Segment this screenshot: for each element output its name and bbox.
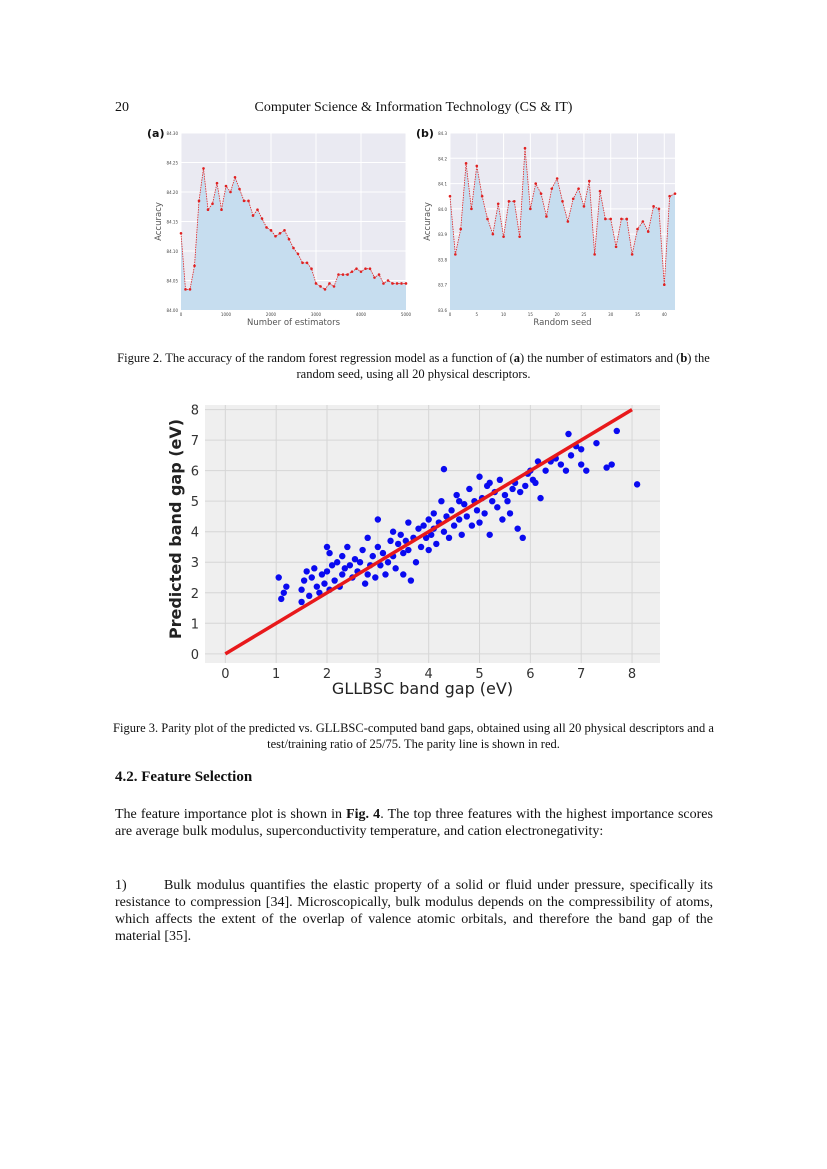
y-tick-label: 5 [190, 495, 199, 511]
data-point [283, 229, 286, 232]
y-tick-label: 8 [190, 403, 199, 419]
data-point [360, 270, 363, 273]
data-point [405, 282, 408, 285]
data-point [599, 190, 602, 193]
running-title: Computer Science & Information Technology (CS & IT) [254, 100, 573, 115]
scatter-point [413, 559, 419, 565]
y-tick-label: 84.0 [438, 206, 447, 212]
scatter-point [486, 532, 492, 538]
caption-text: Figure 2. The accuracy of the random forest regression model as a function of ( [117, 351, 514, 365]
data-point [225, 185, 228, 188]
x-tick-label: 0 [448, 312, 452, 317]
y-tick-label: 84.15 [166, 219, 178, 225]
panel-label: (b) [416, 128, 434, 140]
data-point [534, 182, 537, 185]
data-point [261, 217, 264, 220]
figure3 [163, 397, 666, 703]
data-point [252, 214, 255, 217]
y-tick-label: 84.20 [166, 190, 178, 195]
scatter-point [324, 568, 330, 574]
scatter-point [283, 583, 289, 589]
data-point [486, 218, 489, 221]
y-axis-label: Predicted band gap (eV) [166, 418, 185, 640]
x-tick-label: 3000 [310, 312, 322, 317]
data-point [333, 285, 336, 288]
scatter-point [405, 547, 411, 553]
data-point [337, 273, 340, 276]
panel-label: (a) [147, 128, 165, 140]
scatter-point [456, 516, 462, 522]
data-point [652, 205, 655, 208]
data-point [668, 195, 671, 198]
x-tick-label: 0 [179, 312, 183, 317]
data-point [647, 230, 650, 233]
y-tick-label: 83.7 [438, 282, 447, 288]
scatter-point [359, 547, 365, 553]
scatter-point [502, 492, 508, 498]
scatter-point [370, 553, 376, 559]
figure3-caption: Figure 3. Parity plot of the predicted vs. GLLBSC-computed band gaps, obtained using all 20 physical descriptors and a test/training ratio of 25/75. The parity line is shown in red. [113, 721, 714, 751]
data-point [180, 232, 183, 235]
scatter-point [520, 535, 526, 541]
y-tick-label: 7 [190, 434, 199, 450]
data-point [529, 208, 532, 211]
data-point [583, 205, 586, 208]
section-heading: 4.2. Feature Selection [115, 769, 253, 785]
scatter-point [303, 568, 309, 574]
data-point [636, 228, 639, 231]
scatter-point [494, 504, 500, 510]
data-point [550, 187, 553, 190]
data-point [454, 253, 457, 256]
y-axis-label: Accuracy [154, 202, 164, 241]
scatter-point [469, 522, 475, 528]
scatter-point [347, 562, 353, 568]
list-number: 1) [115, 878, 127, 893]
scatter-point [441, 529, 447, 535]
data-point [470, 208, 473, 211]
scatter-point [499, 516, 505, 522]
data-point [481, 195, 484, 198]
scatter-point [298, 587, 304, 593]
x-tick-label: 2 [322, 667, 332, 682]
scatter-point [281, 590, 287, 596]
x-tick-label: 25 [581, 312, 587, 317]
data-point [508, 200, 511, 203]
data-point [545, 215, 548, 218]
data-point [631, 253, 634, 256]
figure-reference: Fig. 4 [346, 807, 381, 822]
data-point [189, 288, 192, 291]
data-point [297, 253, 300, 256]
data-point [351, 270, 354, 273]
y-tick-label: 83.8 [438, 257, 447, 263]
data-point [391, 282, 394, 285]
data-point [229, 191, 232, 194]
data-point [663, 283, 666, 286]
caption-bold-b: b [680, 351, 688, 365]
scatter-point [565, 431, 571, 437]
y-tick-label: 1 [190, 617, 199, 633]
y-tick-label: 3 [190, 556, 199, 572]
data-point [202, 167, 205, 170]
scatter-point [400, 571, 406, 577]
data-point [207, 208, 210, 211]
x-tick-label: 40 [661, 312, 667, 317]
data-point [198, 200, 201, 203]
scatter-point [372, 574, 378, 580]
x-tick-label: 3 [373, 667, 382, 682]
paragraph-text: The feature importance plot is shown in [115, 807, 347, 822]
x-axis-label: GLLBSC band gap (eV) [331, 679, 514, 698]
scatter-point [464, 513, 470, 519]
paragraph-text: . The top three features with the highest importance scores are average bulk modulus, superconductivity temperature, and cation electronegativity: [115, 807, 713, 839]
scatter-point [311, 565, 317, 571]
x-axis-label: Random seed [533, 318, 592, 328]
data-point [492, 233, 495, 236]
scatter-point [614, 428, 620, 434]
caption-text: ) the random seed, using all 20 physical descriptors. [296, 351, 710, 381]
data-point [400, 282, 403, 285]
data-point [642, 220, 645, 223]
data-point [577, 187, 580, 190]
scatter-point [387, 538, 393, 544]
data-point [220, 208, 223, 211]
scatter-point [456, 498, 462, 504]
scatter-point [433, 541, 439, 547]
scatter-point [382, 571, 388, 577]
data-point [256, 208, 259, 211]
scatter-point [568, 452, 574, 458]
data-point [373, 276, 376, 279]
scatter-point [474, 507, 480, 513]
x-tick-label: 5000 [400, 312, 412, 317]
x-tick-label: 35 [634, 312, 641, 317]
scatter-point [357, 559, 363, 565]
scatter-point [334, 559, 340, 565]
scatter-point [390, 529, 396, 535]
y-tick-label: 84.2 [438, 156, 447, 162]
scatter-point [489, 498, 495, 504]
y-tick-label: 84.30 [166, 131, 178, 136]
scatter-point [459, 532, 465, 538]
scatter-point [418, 544, 424, 550]
x-tick-label: 5 [475, 667, 484, 682]
scatter-point [563, 467, 569, 473]
scatter-point [408, 577, 414, 583]
data-point [355, 267, 358, 270]
scatter-point [634, 481, 640, 487]
scatter-point [476, 474, 482, 480]
data-point [475, 165, 478, 168]
x-tick-label: 20 [554, 312, 560, 317]
y-tick-label: 84.05 [166, 278, 178, 284]
data-point [274, 235, 277, 238]
figure2a [143, 128, 413, 333]
x-tick-label: 0 [221, 667, 230, 682]
scatter-point [298, 599, 304, 605]
scatter-point [476, 519, 482, 525]
data-point [615, 245, 618, 248]
data-point [593, 253, 596, 256]
scatter-point [451, 522, 457, 528]
figure2a-chart [143, 128, 413, 328]
data-point [193, 264, 196, 267]
x-tick-label: 2000 [265, 312, 277, 317]
scatter-point [522, 483, 528, 489]
scatter-point [507, 510, 513, 516]
y-tick-label: 6 [190, 464, 199, 480]
paragraph-1 [115, 806, 713, 840]
x-tick-label: 15 [527, 312, 533, 317]
x-tick-label: 1 [272, 667, 281, 682]
scatter-point [392, 565, 398, 571]
y-tick-label: 2 [190, 586, 199, 602]
scatter-point [321, 580, 327, 586]
scatter-point [276, 574, 282, 580]
data-point [502, 235, 505, 238]
y-axis-label: Accuracy [423, 202, 433, 241]
data-point [524, 147, 527, 150]
y-tick-label: 84.1 [438, 181, 447, 187]
data-point [211, 203, 214, 206]
y-tick-label: 84.25 [166, 160, 178, 166]
scatter-point [326, 550, 332, 556]
data-point [658, 208, 661, 211]
data-point [620, 218, 623, 221]
y-tick-label: 4 [190, 525, 199, 541]
scatter-point [301, 577, 307, 583]
scatter-point [593, 440, 599, 446]
data-point [270, 229, 273, 232]
data-point [609, 218, 612, 221]
data-point [247, 200, 250, 203]
data-point [625, 218, 628, 221]
data-point [572, 197, 575, 200]
data-point [310, 267, 313, 270]
x-tick-label: 10 [501, 312, 507, 317]
data-point [497, 203, 500, 206]
paragraph-2 [115, 877, 713, 945]
data-point [243, 200, 246, 203]
data-point [315, 282, 318, 285]
y-tick-label: 84.10 [166, 249, 178, 254]
scatter-point [514, 525, 520, 531]
scatter-point [306, 593, 312, 599]
scatter-point [364, 571, 370, 577]
data-point [346, 273, 349, 276]
x-tick-label: 30 [608, 312, 614, 317]
y-tick-label: 0 [190, 647, 199, 663]
data-point [382, 282, 385, 285]
data-point [234, 176, 237, 179]
scatter-point [509, 486, 515, 492]
data-point [588, 180, 591, 183]
data-point [319, 285, 322, 288]
x-axis-label: Number of estimators [246, 318, 341, 328]
scatter-point [314, 583, 320, 589]
scatter-point [504, 498, 510, 504]
scatter-point [309, 574, 315, 580]
data-point [369, 267, 372, 270]
data-point [556, 177, 559, 180]
data-point [292, 247, 295, 250]
data-point [396, 282, 399, 285]
data-point [306, 262, 309, 265]
scatter-point [364, 535, 370, 541]
scatter-point [380, 550, 386, 556]
scatter-point [481, 510, 487, 516]
scatter-point [425, 516, 431, 522]
scatter-point [609, 461, 615, 467]
x-tick-label: 4000 [355, 312, 367, 317]
scatter-point [405, 519, 411, 525]
y-tick-label: 84.00 [166, 308, 178, 313]
data-point [561, 200, 564, 203]
paragraph-text: Bulk modulus quantifies the elastic property of a solid or fluid under pressure, specifically its resistance to compression [34]. Microscopically, bulk modulus depends on the compressibility of atoms, which affects the extent of the overlap of valence atomic orbitals, and therefore the band gap of the material [35]. [115, 878, 713, 944]
scatter-point [395, 541, 401, 547]
data-point [513, 200, 516, 203]
scatter-point [453, 492, 459, 498]
scatter-point [532, 480, 538, 486]
data-point [604, 218, 607, 221]
scatter-point [542, 467, 548, 473]
scatter-point [278, 596, 284, 602]
scatter-point [578, 446, 584, 452]
scatter-point [431, 510, 437, 516]
data-point [449, 195, 452, 198]
caption-bold-a: a [513, 351, 520, 365]
data-point [301, 262, 304, 265]
data-point [184, 288, 187, 291]
scatter-point [583, 467, 589, 473]
data-point [378, 273, 381, 276]
y-tick-label: 84.3 [438, 131, 447, 136]
data-point [328, 282, 331, 285]
scatter-point [448, 507, 454, 513]
data-point [238, 188, 241, 191]
scatter-point [344, 544, 350, 550]
data-point [288, 238, 291, 241]
scatter-point [486, 480, 492, 486]
data-point [364, 267, 367, 270]
data-point [342, 273, 345, 276]
page-number: 20 [115, 100, 129, 115]
figure2-caption [112, 350, 715, 382]
x-tick-label: 5 [475, 312, 479, 317]
data-point [540, 192, 543, 195]
data-point [279, 232, 282, 235]
scatter-point [331, 577, 337, 583]
figure3-chart [163, 397, 666, 698]
data-point [387, 279, 390, 282]
scatter-point [446, 535, 452, 541]
data-point [567, 220, 570, 223]
y-tick-label: 83.9 [438, 232, 447, 238]
caption-text: ) the number of estimators and ( [519, 351, 681, 365]
scatter-point [537, 495, 543, 501]
figure2b [412, 128, 682, 333]
scatter-point [339, 553, 345, 559]
data-point [265, 226, 268, 229]
scatter-point [339, 571, 345, 577]
scatter-point [578, 461, 584, 467]
scatter-point [438, 498, 444, 504]
scatter-point [441, 466, 447, 472]
scatter-point [425, 547, 431, 553]
y-tick-label: 83.6 [438, 308, 447, 313]
data-point [324, 288, 327, 291]
data-point [216, 182, 219, 185]
scatter-point [375, 544, 381, 550]
x-tick-label: 7 [577, 667, 586, 682]
scatter-point [324, 544, 330, 550]
x-tick-label: 4 [424, 667, 433, 682]
scatter-point [517, 489, 523, 495]
figure2b-chart [412, 128, 682, 328]
x-tick-label: 6 [526, 667, 535, 682]
scatter-point [385, 559, 391, 565]
scatter-point [375, 516, 381, 522]
x-tick-label: 1000 [220, 312, 232, 317]
data-point [465, 162, 468, 165]
scatter-point [362, 580, 368, 586]
data-point [518, 235, 521, 238]
scatter-point [558, 461, 564, 467]
data-point [674, 192, 677, 195]
scatter-point [398, 532, 404, 538]
data-point [459, 228, 462, 231]
scatter-point [497, 477, 503, 483]
x-tick-label: 8 [627, 667, 637, 682]
scatter-point [420, 522, 426, 528]
scatter-point [466, 486, 472, 492]
